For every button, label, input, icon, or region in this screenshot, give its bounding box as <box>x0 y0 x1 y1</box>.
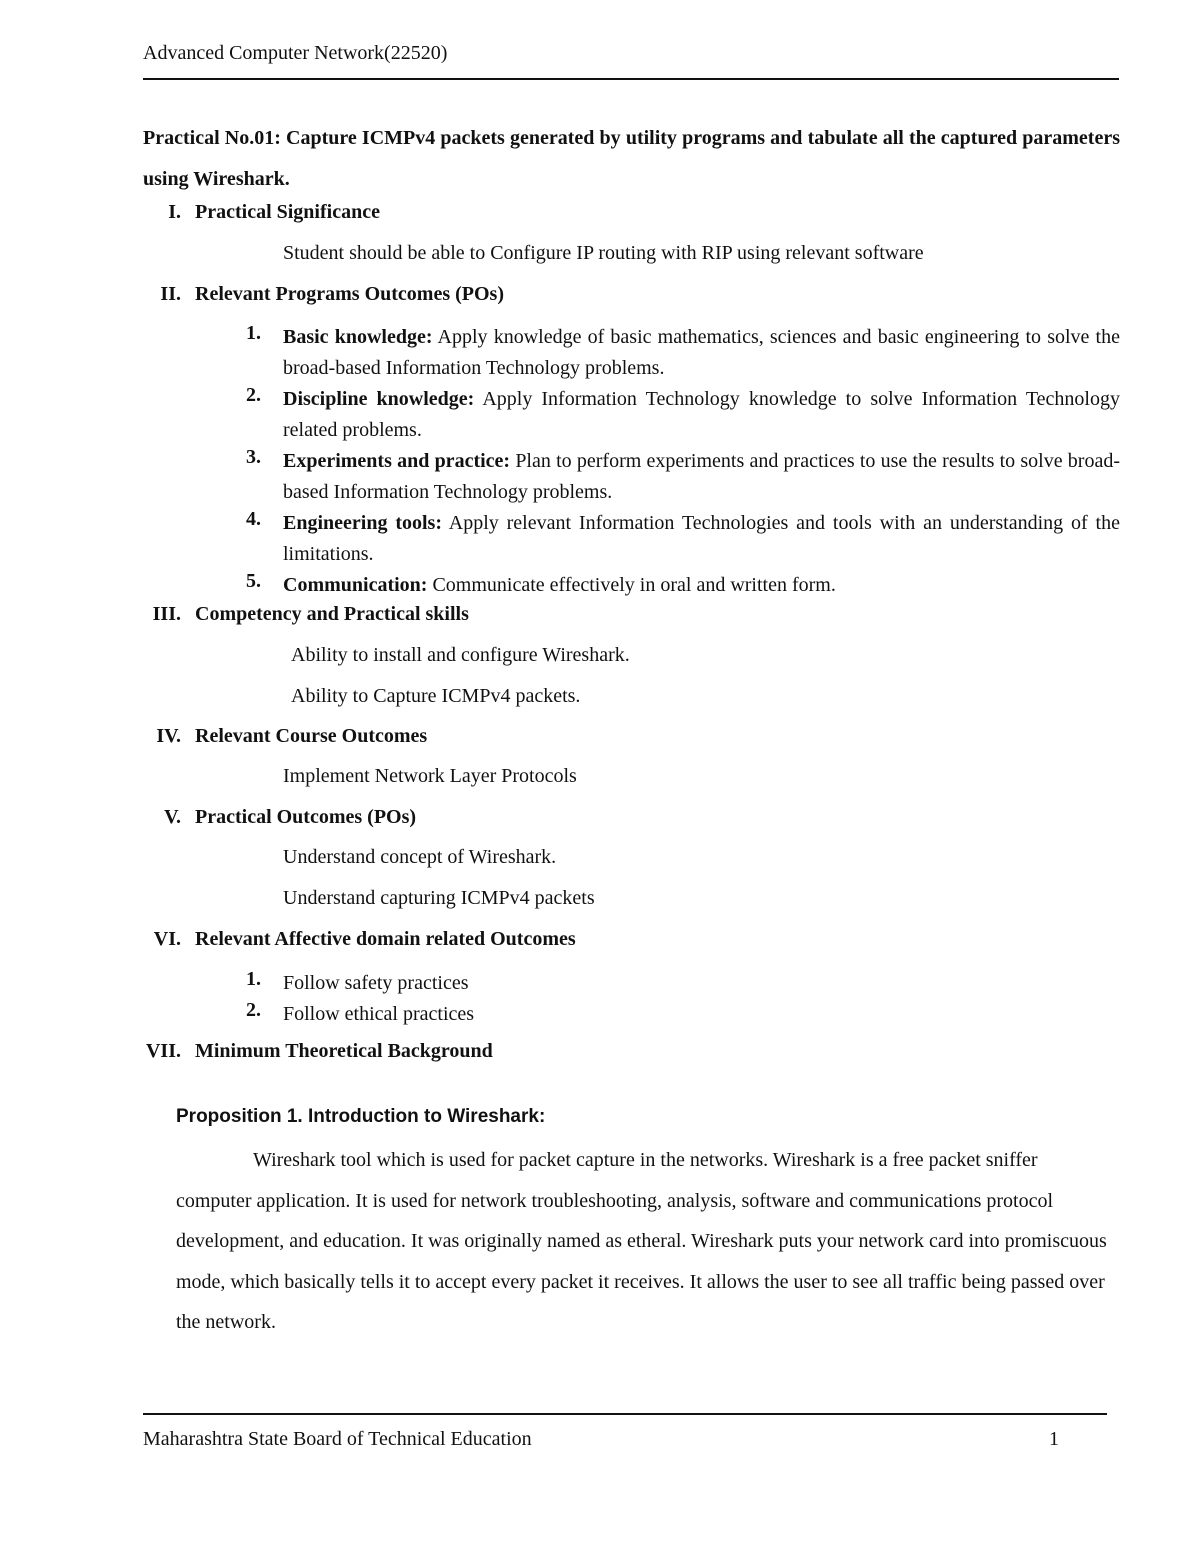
section-title: Minimum Theoretical Background <box>195 1040 493 1062</box>
section-title: Practical Significance <box>195 201 380 223</box>
list-number: 1. <box>246 968 261 990</box>
section-title: Practical Outcomes (POs) <box>195 806 417 828</box>
list-item-label: Discipline knowledge: <box>283 388 475 410</box>
list-number: 4. <box>246 508 261 530</box>
section-number: III. <box>152 603 181 625</box>
header-rule <box>143 78 1119 80</box>
practical-title: Practical No.01: Capture ICMPv4 packets generated by utility programs and tabulate all the captured parameters using Wireshark. <box>143 127 1120 190</box>
list-item-description: Plan to perform experiments and practices to use the results to solve broad-based Information Technology problems. <box>283 450 1121 503</box>
section-number: VII. <box>145 1040 181 1062</box>
proposition-heading: Proposition 1. Introduction to Wireshark: <box>176 1106 546 1127</box>
section-number: IV. <box>156 725 181 747</box>
proposition-paragraph <box>176 1140 1116 1343</box>
list-item-description: Communicate effectively in oral and written form. <box>432 574 836 596</box>
section-title: Relevant Affective domain related Outcomes <box>195 928 576 950</box>
section-title: Competency and Practical skills <box>195 603 469 625</box>
section-title: Relevant Programs Outcomes (POs) <box>195 283 505 305</box>
list-item-label: Experiments and practice: <box>283 450 511 472</box>
footer-rule <box>143 1413 1107 1415</box>
page-number: 1 <box>1049 1428 1059 1450</box>
section-number: I. <box>168 201 181 223</box>
section-number: II. <box>160 283 181 305</box>
list-number: 1. <box>246 322 261 344</box>
list-number: 2. <box>246 999 261 1021</box>
page-footer: Maharashtra State Board of Technical Education <box>143 1428 532 1450</box>
list-item-text <box>283 446 1120 508</box>
list-number: 5. <box>246 570 261 592</box>
list-item-text <box>283 508 1120 570</box>
paragraph-text: Wireshark tool which is used for packet capture in the networks. Wireshark is a free packet sniffer computer application. It is used for network troubleshooting, analysis, software and communications protocol development, and education. It was originally named as etheral. Wireshark puts your network card into promiscuous mode, which basically tells it to accept every packet it receives. It allows the user to see all traffic being passed over the network. <box>176 1149 1107 1333</box>
section-text: Ability to install and configure Wireshark. <box>291 644 630 666</box>
section-text: Understand capturing ICMPv4 packets <box>283 887 595 909</box>
section-title: Relevant Course Outcomes <box>195 725 428 747</box>
list-item-description: Apply knowledge of basic mathematics, sciences and basic engineering to solve the broad-based Information Technology problems. <box>283 326 1120 379</box>
list-item-text: Follow ethical practices <box>283 1003 475 1025</box>
list-item-description: Apply relevant Information Technologies and tools with an understanding of the limitations. <box>283 512 1120 565</box>
list-item-text: Follow safety practices <box>283 972 469 994</box>
section-number: V. <box>164 806 181 828</box>
section-text: Student should be able to Configure IP routing with RIP using relevant software <box>283 242 924 264</box>
list-item-text <box>283 384 1120 446</box>
list-item-label: Communication: <box>283 574 428 596</box>
section-text: Implement Network Layer Protocols <box>283 765 577 787</box>
list-item-label: Basic knowledge: <box>283 326 433 348</box>
list-item-description: Apply Information Technology knowledge to solve Information Technology related problems. <box>283 388 1120 441</box>
page-header: Advanced Computer Network(22520) <box>143 42 448 64</box>
list-number: 3. <box>246 446 261 468</box>
list-item-label: Engineering tools: <box>283 512 442 534</box>
section-number: VI. <box>153 928 181 950</box>
section-text: Ability to Capture ICMPv4 packets. <box>291 685 581 707</box>
section-text: Understand concept of Wireshark. <box>283 846 557 868</box>
list-item-text <box>283 322 1120 384</box>
list-item-text <box>283 570 1120 601</box>
list-number: 2. <box>246 384 261 406</box>
